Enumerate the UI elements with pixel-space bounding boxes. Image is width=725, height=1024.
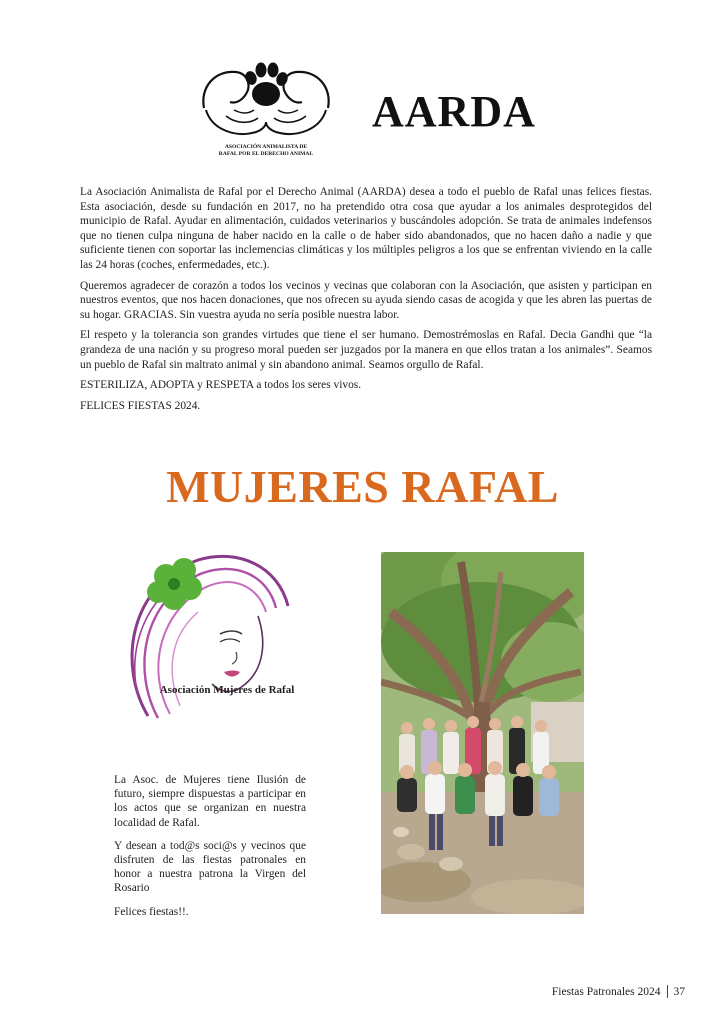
aarda-logo-caption-line2: RAFAL POR EL DERECHO ANIMAL [218, 151, 314, 157]
mujeres-paragraph: Y desean a tod@s soci@s y vecinos que disfruten de las fiestas patronales en honor a nuestra patrona la Virgen del Rosario [114, 839, 306, 895]
tree-group-photo-icon [381, 552, 584, 914]
aarda-paragraph: Queremos agradecer de corazón a todos los vecinos y vecinas que colaboran con la Asociación, que asisten y participan en nuestros eventos, que nos hacen donaciones, que nos ofrecen su ayuda siendo casas de acogida y que les abren las puertas de su hogar. GRACIAS. Sin vuestra ayuda no sería posible nuestra labor. [80, 279, 652, 321]
group-photo [381, 552, 584, 914]
aarda-title: AARDA [372, 87, 536, 136]
aarda-logo-caption [196, 144, 336, 158]
aarda-logo [196, 58, 336, 163]
aarda-body [80, 185, 652, 419]
mujeres-logo [108, 546, 308, 746]
mujeres-paragraph: Felices fiestas!!. [114, 905, 189, 918]
paw-hands-icon [196, 58, 336, 146]
flower-icon [147, 558, 202, 610]
aarda-paragraph: La Asociación Animalista de Rafal por el Derecho Animal (AARDA) desea a todo el pueblo de Rafal unas felices fiestas. Esta asociación, desde su fundación en 2017, no ha pretendido otra cosa que ayudar a los animales desprotegidos del municipio de Rafal. Ayudar en alimentación, cuidados veterinarios y buscándoles adopción. Se trata de animales indefensos que no tienen culpa ninguna de haber nacido en la calle o de haber sido abandonados, que no hacen daño a nadie y que suficiente tienen con soportar las inclemencias climáticas y los múltiples peligros a los que se enfrentan viviendo en la calle las 24 horas (coches, enfermedades, etc.). [80, 186, 652, 271]
mujeres-paragraph: La Asoc. de Mujeres tiene Ilusión de futuro, siempre dispuestas a participar en los actos que se organizan en nuestra localidad de Rafal. [114, 774, 306, 829]
aarda-paragraph: FELICES FIESTAS 2024. [80, 399, 201, 412]
page-number: 37 [673, 985, 685, 998]
aarda-logo-caption-line1: ASOCIACIÓN ANIMALISTA DE [224, 144, 308, 150]
page-footer [552, 985, 685, 998]
footer-label: Fiestas Patronales 2024 [551, 985, 661, 998]
mujeres-title: MUJERES RAFAL [166, 461, 559, 512]
woman-face-flower-icon [108, 546, 308, 746]
mujeres-logo-caption: Asociación Mujeres de Rafal [159, 684, 295, 696]
mujeres-body [114, 773, 306, 928]
aarda-paragraph: El respeto y la tolerancia son grandes virtudes que tiene el ser humano. Demostrémoslas en Rafal. Decia Gandhi que “la grandeza de una nación y su progreso moral pueden ser juzgados por la manera en que ellos tratan a los animales”. Seamos un pueblo de Rafal sin maltrato animal y sin abandono animal. Seamos orgullo de Rafal. [80, 329, 652, 371]
footer-divider [667, 985, 668, 998]
aarda-paragraph: ESTERILIZA, ADOPTA y RESPETA a todos los seres vivos. [80, 379, 362, 392]
